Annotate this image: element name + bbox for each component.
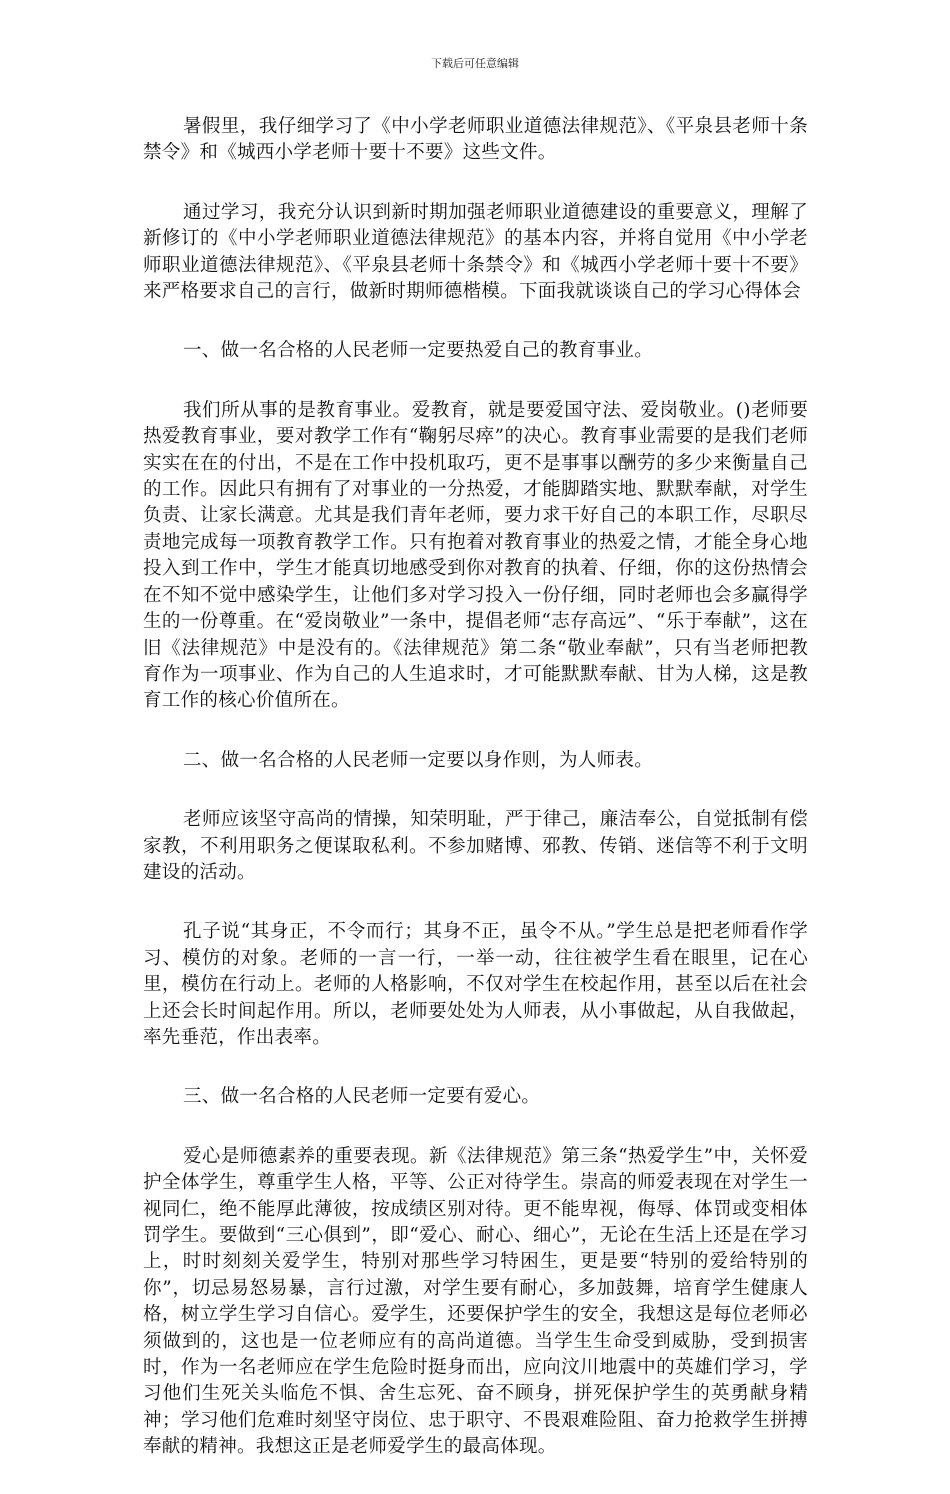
section-heading-3: 三、做一名合格的人民老师一定要有爱心。 xyxy=(183,1086,541,1108)
intro-paragraph: 暑假里，我仔细学习了《中小学老师职业道德法律规范》、《平泉县老师十条禁令》和《城西小学老师十要十不要》这些文件。 xyxy=(143,116,808,164)
page-header: 下载后可任意编辑 xyxy=(431,57,519,70)
section-heading-1: 一、做一名合格的人民老师一定要热爱自己的教育事业。 xyxy=(183,340,654,362)
section-1-paragraph: 我们所从事的是教育事业。爱教育，就是要爱国守法、爱岗敬业。()老师要热爱教育事业，要对教学工作有“鞠躬尽瘁”的决心。教育事业需要的是我们老师实实在在的付出，不是在工作中投机取巧，更不是事事以酬劳的多少来衡量自己的工作。因此只有拥有了对事业的一分热爱，才能脚踏实地、默默奉献，对学生负责、让家长满意。尤其是我们青年老师，要力求干好自己的本职工作，尽职尽责地完成每一项教育教学工作。只有抱着对教育事业的热爱之情，才能全身心地投入到工作中，学生才能真切地感受到你对教育的执着、仔细，你的这份热情会在不知不觉中感染学生，让他们多对学习投入一份仔细，同时老师也会多赢得学生的一份尊重。在“爱岗敬业”一条中，提倡老师“志存高远”、“乐于奉献”，这在旧《法律规范》中是没有的。《法律规范》第二条“敬业奉献”，只有当老师把教育作为一项事业、作为自己的人生追求时，才可能默默奉献、甘为人梯，这是教育工作的核心价值所在。 xyxy=(143,399,808,712)
section-2-paragraph-2: 孔子说“其身正，不令而行；其身不正，虽令不从。”学生总是把老师看作学习、模仿的对象。老师的一言一行，一举一动，往往被学生看在眼里，记在心里，模仿在行动上。老师的人格影响，不仅对学生在校起作用，甚至以后在社会上还会长时间起作用。所以，老师要处处为人师表，从小事做起，从自我做起，率先垂范，作出表率。 xyxy=(143,921,808,1048)
section-2-paragraph-1: 老师应该坚守高尚的情操，知荣明耻，严于律己，廉洁奉公，自觉抵制有偿家教，不利用职务之便谋取私利。不参加赌博、邪教、传销、迷信等不利于文明建设的活动。 xyxy=(143,809,808,883)
section-heading-2: 二、做一名合格的人民老师一定要以身作则，为人师表。 xyxy=(183,749,654,771)
section-3-paragraph: 爱心是师德素养的重要表现。新《法律规范》第三条“热爱学生”中，关怀爱护全体学生，尊重学生人格，平等、公正对待学生。崇高的师爱表现在对学生一视同仁，绝不能厚此薄彼，按成绩区别对待。更不能卑视，侮辱、体罚或变相体罚学生。要做到“三心俱到”，即“爱心、耐心、细心”，无论在生活上还是在学习上，时时刻刻关爱学生，特别对那些学习特困生，更是要“特别的爱给特别的你”，切忌易怒易暴，言行过激，对学生要有耐心，多加鼓舞，培育学生健康人格，树立学生学习自信心。爱学生，还要保护学生的安全，我想这是每位老师必须做到的，这也是一位老师应有的高尚道德。当学生生命受到威胁，受到损害时，作为一名老师应在学生危险时挺身而出，应向汶川地震中的英雄们学习，学习他们生死关头临危不惧、舍生忘死、奋不顾身，拼死保护学生的英勇献身精神；学习他们危难时刻坚守岗位、忠于职守、不畏艰难险阻、奋力抢救学生拼搏奉献的精神。我想这正是老师爱学生的最高体现。 xyxy=(143,1145,808,1458)
overview-paragraph: 通过学习，我充分认识到新时期加强老师职业道德建设的重要意义，理解了新修订的《中小学老师职业道德法律规范》的基本内容，并将自觉用《中小学老师职业道德法律规范》、《平泉县老师十条禁令》和《城西小学老师十要十不要》来严格要求自己的言行，做新时期师德楷模。下面我就谈谈自己的学习心得体会 xyxy=(143,201,808,303)
document-body xyxy=(143,114,808,1494)
